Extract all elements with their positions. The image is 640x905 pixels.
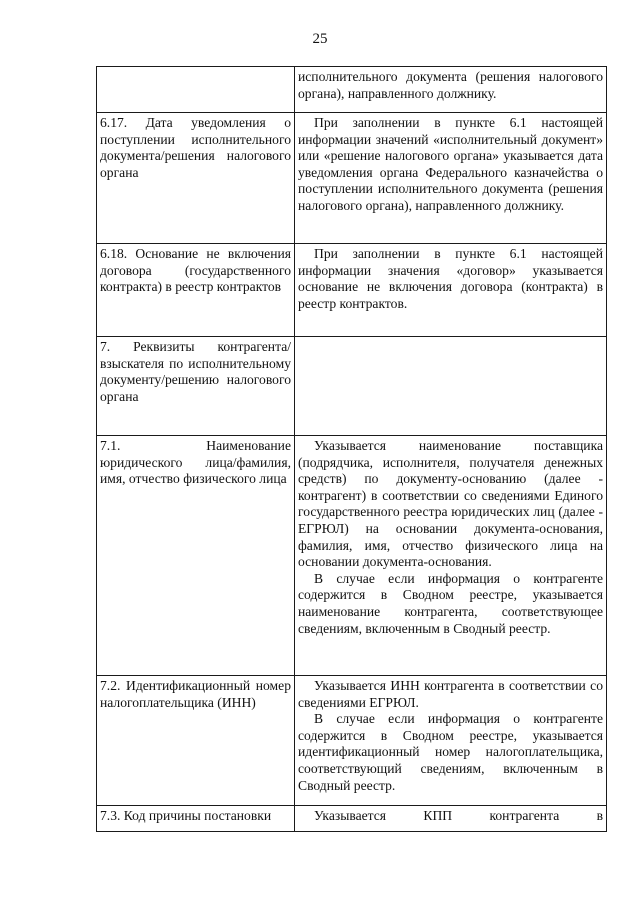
description-paragraph: Указывается ИНН контрагента в соответствии со сведениями ЕГРЮЛ. [298,678,603,710]
table-row [97,244,607,337]
table-row [97,337,607,436]
description-paragraph: исполнительного документа (решения налогового органа), направленного должнику. [298,69,603,101]
requirements-table [96,66,607,832]
table-row [97,676,607,806]
table-row [97,806,607,832]
description-paragraph: Указывается наименование поставщика (подрядчика, исполнителя, получателя денежных средств) по документу-основанию (далее - контрагент) в соответствии со сведениями Единого государственного реестра юридических лиц (далее - ЕГРЮЛ) на основании документа-основания, фамилия, имя, отчество физического лица на основании документа-основания. [298,438,603,570]
field-description-cell [295,67,607,113]
table-row [97,436,607,676]
field-description-cell [295,113,607,244]
field-description-cell [295,676,607,806]
field-description-cell [295,244,607,337]
field-name: 7.3. Код причины постановки [100,808,272,823]
description-paragraph: При заполнении в пункте 6.1 настоящей информации значений «исполнительный документ» или «решение налогового органа» указывается дата уведомления органа Федерального казначейства о поступлении исполнительного документа (решения налогового органа), направленного должнику. [298,115,603,213]
description-paragraph: Указывается КПП контрагента в [314,808,603,823]
field-name-cell [97,436,295,676]
field-name-cell [97,806,295,832]
field-name-cell [97,676,295,806]
field-name: 7.2. Идентификационный номер налогоплательщика (ИНН) [100,678,291,710]
description-paragraph: В случае если информация о контрагенте содержится в Сводном реестре, указывается наименование контрагента, соответствующее сведениям, включенным в Сводный реестр. [298,570,603,636]
field-description-cell [295,337,607,436]
field-name-cell [97,67,295,113]
field-name-cell [97,244,295,337]
field-name-cell [97,337,295,436]
page-number: 25 [312,31,328,47]
field-description-cell [295,436,607,676]
description-paragraph: В случае если информация о контрагенте содержится в Сводном реестре, указывается идентификационный номер налогоплательщика, соответствующий сведениям, включенным в Сводный реестр. [298,711,603,793]
field-name-cell [97,113,295,244]
table-row [97,113,607,244]
field-description-cell [295,806,607,832]
field-name: 6.17. Дата уведомления о поступлении исполнительного документа/решения налогового органа [100,115,291,180]
field-name: 6.18. Основание не включения договора (государственного контракта) в реестр контрактов [100,246,291,295]
description-paragraph: При заполнении в пункте 6.1 настоящей информации значения «договор» указывается основание не включения договора (контракта) в реестр контрактов. [298,246,603,311]
field-name: 7.1. Наименование юридического лица/фамилия, имя, отчество физического лица [100,438,291,487]
table-row [97,67,607,113]
section-heading: 7. Реквизиты контрагента/взыскателя по исполнительному документу/решению налогового органа [100,339,291,404]
